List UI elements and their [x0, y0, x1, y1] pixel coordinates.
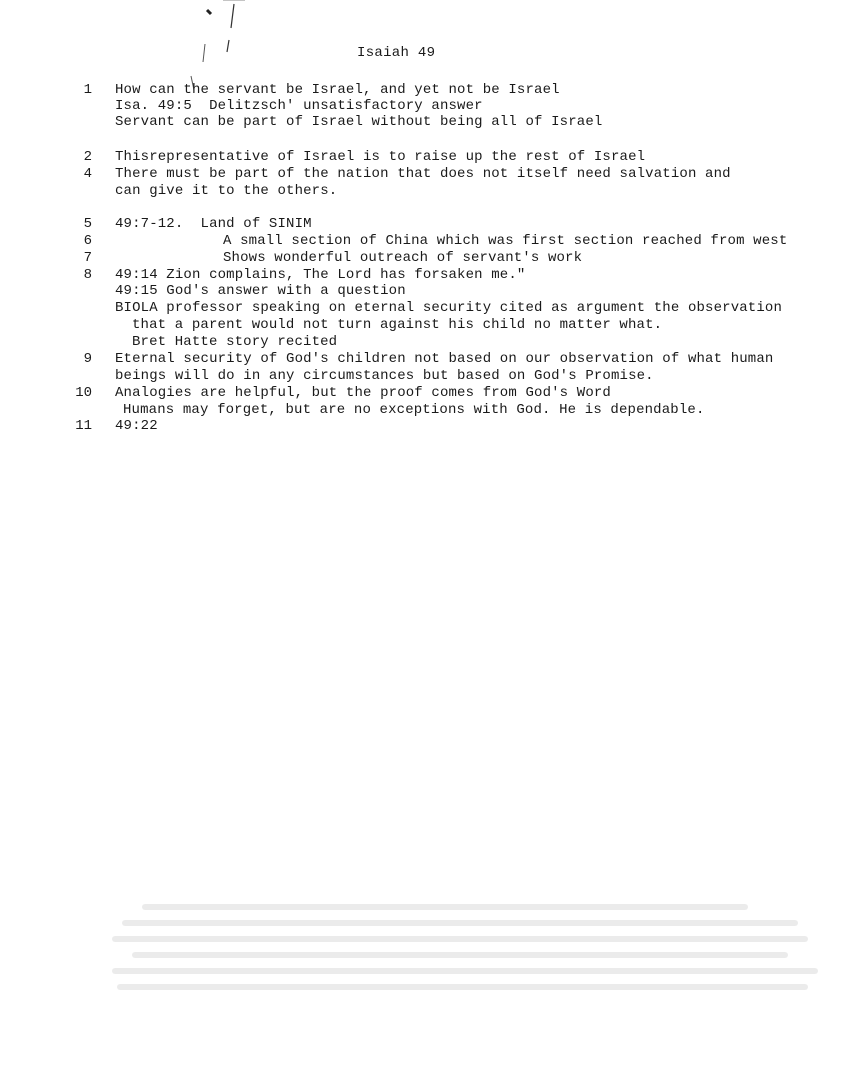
- text-line: Humans may forget, but are no exceptions with God. He is dependable.: [123, 402, 705, 418]
- line-number: 9: [83, 351, 92, 367]
- text-line: 49:14 Zion complains, The Lord has forsaken me.": [115, 267, 526, 283]
- text-line: can give it to the others.: [115, 183, 338, 199]
- line-number: 1: [83, 82, 92, 98]
- text-line: Servant can be part of Israel without being all of Israel: [115, 114, 603, 130]
- bleed-through-texture: [105, 895, 825, 1005]
- text-line: Isa. 49:5 Delitzsch' unsatisfactory answer: [115, 98, 483, 114]
- line-number: 8: [83, 267, 92, 283]
- text-line: Bret Hatte story recited: [132, 334, 338, 350]
- text-line: 49:22: [115, 418, 158, 434]
- text-line: Analogies are helpful, but the proof comes from God's Word: [115, 385, 611, 401]
- line-number: 2: [83, 149, 92, 165]
- page-title: Isaiah 49: [357, 45, 436, 61]
- text-line: Eternal security of God's children not based on our observation of what human: [115, 351, 774, 367]
- text-line: beings will do in any circumstances but based on God's Promise.: [115, 368, 654, 384]
- text-line: There must be part of the nation that does not itself need salvation and: [115, 166, 731, 182]
- text-line: 49:15 God's answer with a question: [115, 283, 406, 299]
- text-line: that a parent would not turn against his child no matter what.: [132, 317, 663, 333]
- line-number: 10: [75, 385, 92, 401]
- text-line: 49:7-12. Land of SINIM: [115, 216, 312, 232]
- pen-marks: [185, 0, 255, 95]
- text-line: Shows wonderful outreach of servant's work: [223, 250, 583, 266]
- line-number: 4: [83, 166, 92, 182]
- line-number: 11: [75, 418, 92, 434]
- line-number: 7: [83, 250, 92, 266]
- text-line: BIOLA professor speaking on eternal security cited as argument the observation: [115, 300, 783, 316]
- text-line: Thisrepresentative of Israel is to raise up the rest of Israel: [115, 149, 646, 165]
- line-number: 5: [83, 216, 92, 232]
- text-line: How can the servant be Israel, and yet not be Israel: [115, 82, 560, 98]
- text-line: A small section of China which was first section reached from west: [223, 233, 788, 249]
- line-number: 6: [83, 233, 92, 249]
